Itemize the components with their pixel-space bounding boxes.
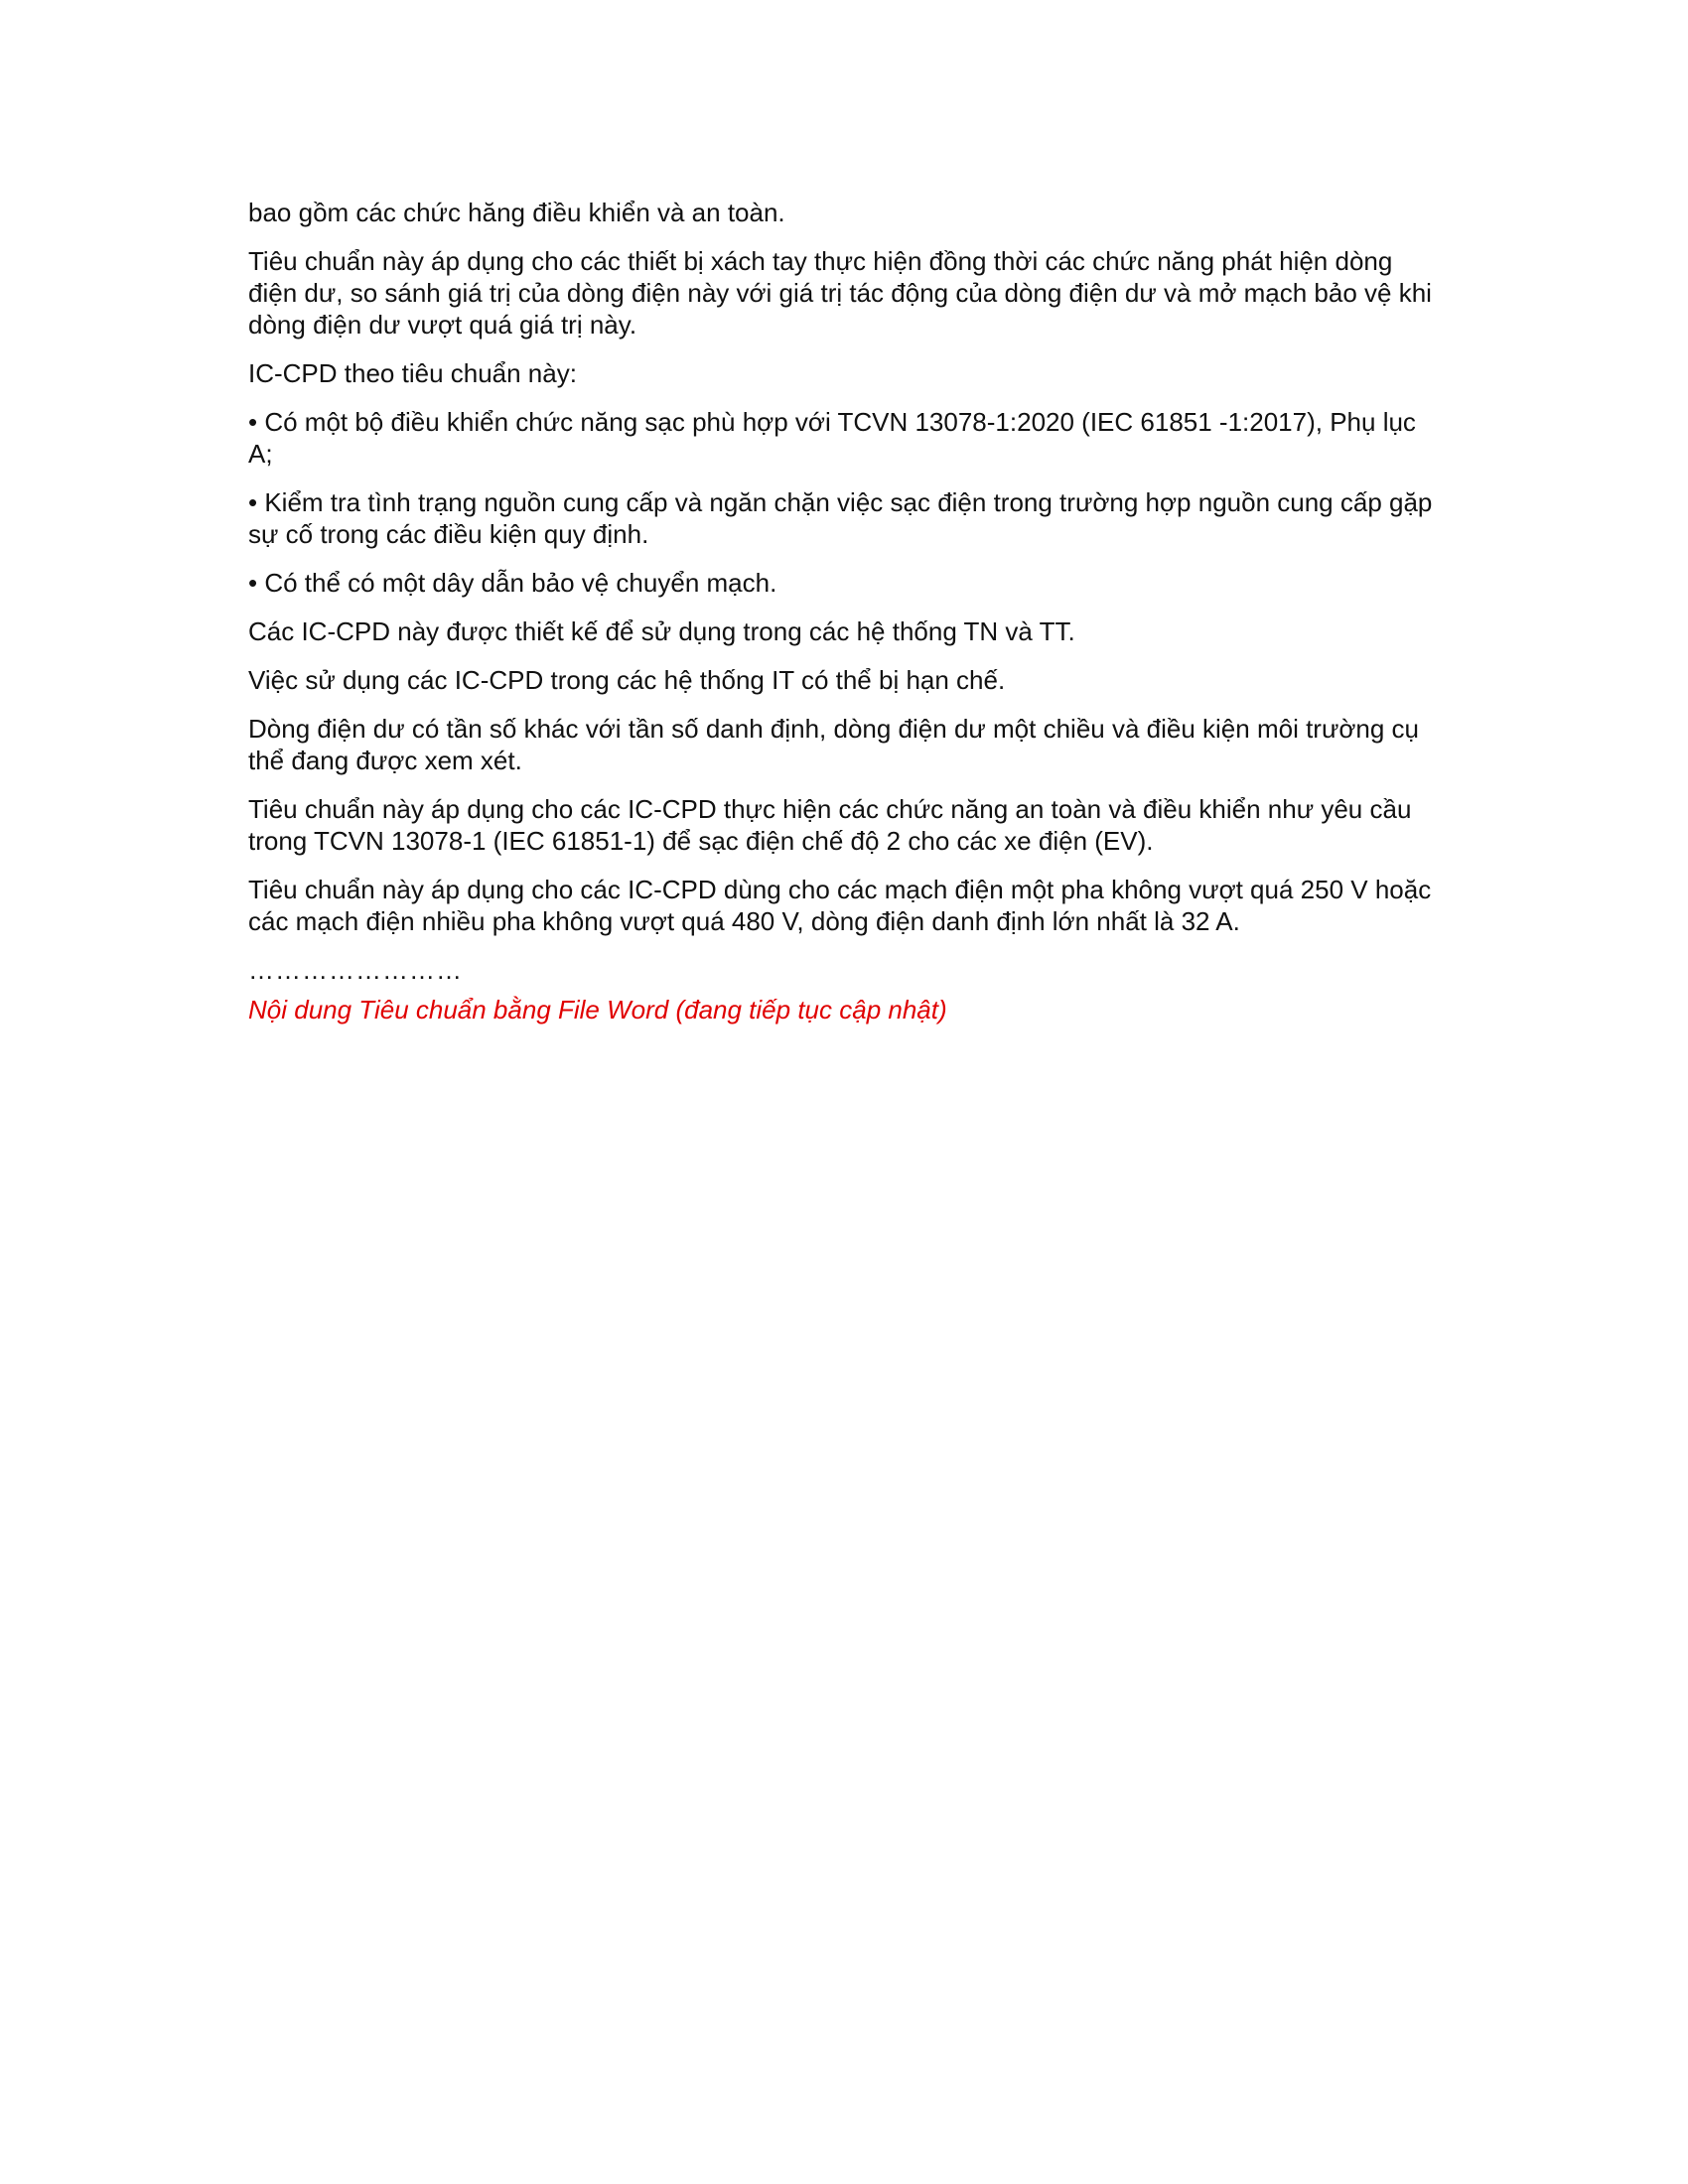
list-item-control-function: • Có một bộ điều khiển chức năng sạc phù hợp với TCVN 13078-1:2020 (IEC 61851 -1:2017), Phụ lục A; — [248, 407, 1416, 469]
word-file-note: Nội dung Tiêu chuẩn bằng File Word (đang tiếp tục cập nhật) — [248, 995, 947, 1024]
document-body — [248, 197, 1440, 1025]
paragraph-it-systems: Việc sử dụng các IC-CPD trong các hệ thống IT có thể bị hạn chế. — [248, 665, 1006, 695]
paragraph-ic-cpd-intro: IC-CPD theo tiêu chuẩn này: — [248, 358, 577, 388]
paragraph-scope-end: bao gồm các chức hăng điều khiển và an toàn. — [248, 198, 785, 227]
paragraph-tn-tt-systems: Các IC-CPD này được thiết kế để sử dụng trong các hệ thống TN và TT. — [248, 616, 1075, 646]
paragraph-residual-current: Dòng điện dư có tần số khác với tần số danh định, dòng điện dư một chiều và điều kiện môi trường cụ thể đang được xem xét. — [248, 714, 1420, 775]
paragraph-mode-2-charging: Tiêu chuẩn này áp dụng cho các IC-CPD thực hiện các chức năng an toàn và điều khiển như yêu cầu trong TCVN 13078-1 (IEC 61851-1) để sạc điện chế độ 2 cho các xe điện (EV). — [248, 794, 1412, 856]
list-item-protective-conductor: • Có thể có một dây dẫn bảo vệ chuyển mạch. — [248, 568, 777, 598]
ellipsis-separator: …………………… — [248, 955, 463, 985]
paragraph-voltage-current-limits: Tiêu chuẩn này áp dụng cho các IC-CPD dùng cho các mạch điện một pha không vượt quá 250 V hoặc các mạch điện nhiều pha không vượt quá 480 V, dòng điện danh định lớn nhất là 32 A. — [248, 875, 1432, 936]
paragraph-scope-devices: Tiêu chuẩn này áp dụng cho các thiết bị xách tay thực hiện đồng thời các chức năng phát hiện dòng điện dư, so sánh giá trị của dòng điện này với giá trị tác động của dòng điện dư và mở mạch bảo vệ khi dòng điện dư vượt quá giá trị này. — [248, 246, 1432, 340]
list-item-supply-check: • Kiểm tra tình trạng nguồn cung cấp và ngăn chặn việc sạc điện trong trường hợp nguồn cung cấp gặp sự cố trong các điều kiện quy định. — [248, 487, 1433, 549]
